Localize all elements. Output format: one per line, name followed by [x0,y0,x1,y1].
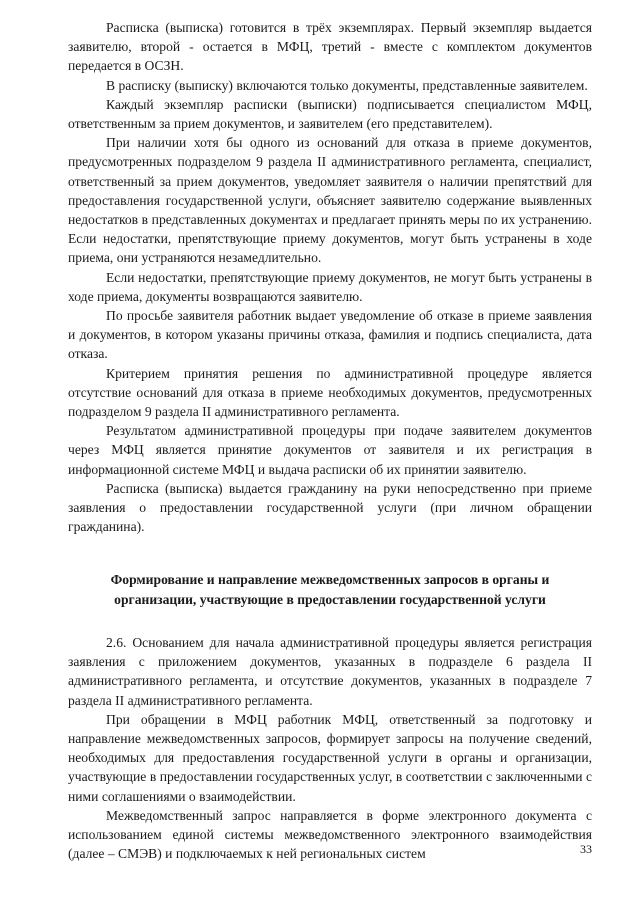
document-page [68,18,592,863]
paragraph-refusal-grounds: При наличии хотя бы одного из оснований для отказа в приеме документов, предусмотренных подразделом 9 раздела II административного регламента, специалист, ответственный за прием документов, уведомляет заявителя о наличии препятствий для предоставления государственной услуги, объясняет заявителю содержание выявленных недостатков в представленных документах и предлагает принять меры по их устранению. Если недостатки, препятствующие приему документов, могут быть устранены в ходе приема, они устраняются незамедлительно. [68,135,592,266]
paragraph-procedure-result: Результатом административной процедуры при подаче заявителем документов через МФЦ является принятие документов от заявителя и их регистрация в информационной системе МФЦ и выдача расписки об их принятии заявителю. [68,423,592,477]
paragraph-decision-criterion: Критерием принятия решения по административной процедуре является отсутствие оснований для отказа в приеме необходимых документов, предусмотренных подразделом 9 раздела II административного регламента. [68,365,592,420]
paragraph-receipt-signature: Каждый экземпляр расписки (выписки) подписывается специалистом МФЦ, ответственным за прием документов, и заявителем (его представителем). [68,96,592,132]
paragraph-receipt-copies: Расписка (выписка) готовится в трёх экземплярах. Первый экземпляр выдается заявителю, второй - остается в МФЦ, третий - вместе с комплектом документов передается в ОСЗН. [68,20,592,74]
paragraph-procedure-basis: 2.6. Основанием для начала административной процедуры является регистрация заявления с приложением документов, указанных в подразделе 6 раздела II административного регламента, и отсутствие документов, указанных в подразделе 7 раздела II административного регламента. [68,634,592,708]
paragraph-receipt-contents: В расписку (выписку) включаются только документы, представленные заявителем. [106,77,588,93]
page-number: 33 [580,842,592,856]
section-heading: Формирование и направление межведомственных запросов в органы и организации, участвующие в предоставлении государственной услуги [110,572,550,607]
paragraph-refusal-notice: По просьбе заявителя работник выдает уведомление об отказе в приеме заявления и документов, в котором указаны причины отказа, фамилия и подпись специалиста, дата отказа. [68,308,592,362]
paragraph-interagency-requests: При обращении в МФЦ работник МФЦ, ответственный за подготовку и направление межведомственных запросов, формирует запросы на получение сведений, необходимых для предоставления государственной услуги в органы и организации, участвующие в предоставлении государственных услуг, в соответствии с заключенными с ними соглашениями о взаимодействии. [68,711,592,804]
paragraph-smev-request: Межведомственный запрос направляется в форме электронного документа с использованием единой системы межведомственного электронного взаимодействия (далее – СМЭВ) и подключаемых к ней региональных систем [68,807,592,862]
paragraph-documents-returned: Если недостатки, препятствующие приему документов, не могут быть устранены в ходе приема, документы возвращаются заявителю. [68,269,592,304]
paragraph-receipt-issued: Расписка (выписка) выдается гражданину на руки непосредственно при приеме заявления о предоставлении государственной услуги (при личном обращении гражданина). [68,480,592,535]
